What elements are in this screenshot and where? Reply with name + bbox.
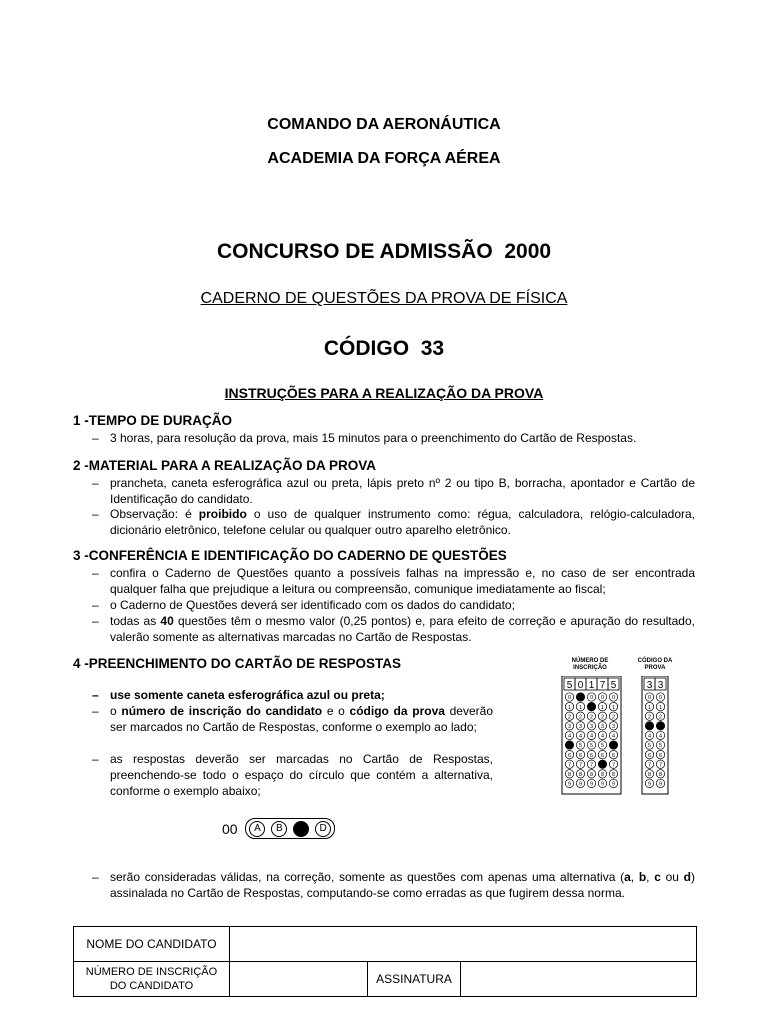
section-3-item-3: – todas as 40 questões têm o mesmo valor (0,25 pontos) e, para efeito de correção e apuração do resultado, valerão somente as alternativas marcadas no Cartão de Respostas. xyxy=(92,614,695,644)
inscricao-grid-bubble-digit: 7 xyxy=(567,762,572,769)
inscricao-grid-bubble-digit: 7 xyxy=(611,762,616,769)
answer-example xyxy=(222,818,335,839)
inscricao-grid-bubble xyxy=(609,741,617,749)
inscricao-grid-bubble-digit: 3 xyxy=(578,724,583,730)
inscricao-grid-bubble-digit: 6 xyxy=(600,752,605,759)
inscricao-grid-bubble-digit: 4 xyxy=(600,733,605,740)
section-4-item-3: – as respostas deverão ser marcadas no Cartão de Respostas, preenchendo-se todo o espaço do círculo que contém a alternativa, conforme o exemplo abaixo; xyxy=(92,752,493,798)
codigo-grid-bubble-digit: 9 xyxy=(658,781,663,788)
inscricao-grid-bubble-digit: 2 xyxy=(567,714,572,721)
inscricao-grid-bubble-digit: 4 xyxy=(578,733,583,740)
instructions-title: INSTRUÇÕES PARA A REALIZAÇÃO DA PROVA xyxy=(224,385,544,401)
inscricao-grid-bubble xyxy=(598,760,606,768)
inscricao-grid-bubble-digit: 9 xyxy=(589,781,594,788)
codigo-grid-bubble-digit: 2 xyxy=(647,714,652,721)
assinatura-label: ASSINATURA xyxy=(368,962,461,997)
example-option-c-marked: C xyxy=(293,821,309,837)
inscricao-grid-bubble xyxy=(565,741,573,749)
inscricao-grid-bubble-digit: 6 xyxy=(589,752,594,759)
inscricao-grid-bubble-digit: 2 xyxy=(578,714,583,721)
page-title: CONCURSO DE ADMISSÃO 2000 xyxy=(216,240,552,263)
inscricao-grid-bubble-digit: 6 xyxy=(578,752,583,759)
section-1-title: 1 -TEMPO DE DURAÇÃO xyxy=(73,413,233,428)
inscricao-grid-digit: 1 xyxy=(588,680,595,691)
candidate-form xyxy=(73,926,697,997)
inscricao-grid-bubble-digit: 7 xyxy=(578,762,583,769)
nome-label: NOME DO CANDIDATO xyxy=(74,927,230,962)
inscricao-grid-digit: 5 xyxy=(610,680,617,691)
section-4-title: 4 -PREENCHIMENTO DO CARTÃO DE RESPOSTAS xyxy=(73,656,402,671)
inscricao-grid-bubble-digit: 0 xyxy=(567,695,572,702)
codigo-grid-digit: 3 xyxy=(657,680,664,691)
section-2-title: 2 -MATERIAL PARA A REALIZAÇÃO DA PROVA xyxy=(73,458,376,473)
codigo-grid-bubble-digit: 8 xyxy=(647,772,652,778)
codigo-grid-label: CÓDIGO DA PROVA xyxy=(637,658,673,671)
inscricao-grid-bubble-digit: 5 xyxy=(578,743,583,750)
example-option-b: B xyxy=(271,821,287,837)
header-line-2: ACADEMIA DA FORÇA AÉREA xyxy=(267,150,501,167)
inscricao-grid-bubble-digit: 9 xyxy=(578,781,583,788)
inscricao-grid-bubble-digit: 9 xyxy=(611,781,616,788)
inscricao-grid-bubble-digit: 8 xyxy=(578,772,583,778)
codigo-grid-bubble-digit: 0 xyxy=(647,695,652,702)
inscricao-grid-bubble-digit: 9 xyxy=(567,781,572,788)
page-subtitle: CADERNO DE QUESTÕES DA PROVA DE FÍSICA xyxy=(200,290,568,307)
inscricao-field[interactable] xyxy=(230,962,368,997)
inscricao-grid-bubble-digit: 7 xyxy=(589,762,594,769)
section-2-item-2: – Observação: é proibido o uso de qualquer instrumento como: régua, calculadora, relógio-calculadora, dicionário eletrônico, telefone celular ou qualquer outro aparelho eletrônico. xyxy=(92,507,695,537)
inscricao-grid-bubble-digit: 6 xyxy=(567,752,572,759)
codigo-grid-bubble-digit: 0 xyxy=(658,695,663,702)
inscricao-label: NÚMERO DE INSCRIÇÃO DO CANDIDATO xyxy=(74,962,230,997)
answer-grid-bubbles xyxy=(556,676,704,796)
codigo-grid-digit: 3 xyxy=(646,680,653,691)
inscricao-grid-bubble-digit: 2 xyxy=(611,714,616,721)
section-1-item: – 3 horas, para resolução da prova, mais 15 minutos para o preenchimento do Cartão de Respostas. xyxy=(92,431,637,445)
section-4-item-4: – serão consideradas válidas, na correção, somente as questões com apenas uma alternativa (a, b, c ou d) assinalada no Cartão de Respostas, computando-se como erradas as que fugirem dessa norma. xyxy=(92,870,696,900)
inscricao-grid-bubble-digit: 4 xyxy=(567,733,572,740)
inscricao-grid-bubble-digit: 2 xyxy=(589,714,594,721)
inscricao-grid-digit: 0 xyxy=(577,680,584,691)
inscricao-grid-bubble-digit: 0 xyxy=(600,695,605,702)
codigo-grid-bubble-digit: 6 xyxy=(647,752,652,759)
inscricao-grid-bubble-digit: 5 xyxy=(589,743,594,750)
inscricao-grid-label: NÚMERO DE INSCRIÇÃO xyxy=(571,658,609,671)
section-3-item-1: – confira o Caderno de Questões quanto a possíveis falhas na impressão e, no caso de ser encontrada qualquer falha que prejudique a leitura ou compreensão, comunique imediatamente ao fiscal; xyxy=(92,566,695,596)
section-3-item-2: – o Caderno de Questões deverá ser identificado com os dados do candidato; xyxy=(92,598,515,612)
assinatura-field[interactable] xyxy=(461,962,697,997)
inscricao-grid-bubble-digit: 3 xyxy=(611,724,616,730)
section-4-item-2: – o número de inscrição do candidato e o código da prova deverão ser marcados no Cartão de Respostas, conforme o exemplo ao lado; xyxy=(92,704,493,734)
inscricao-grid-bubble-digit: 6 xyxy=(611,752,616,759)
inscricao-grid-bubble-digit: 3 xyxy=(600,724,605,730)
nome-field[interactable] xyxy=(230,927,697,962)
inscricao-grid-bubble-digit: 1 xyxy=(578,704,583,711)
inscricao-grid-bubble-digit: 3 xyxy=(567,724,572,730)
codigo-grid-bubble-digit: 1 xyxy=(658,704,663,711)
answer-card-example xyxy=(556,658,704,796)
codigo-grid-bubble xyxy=(656,722,664,730)
codigo-grid-bubble-digit: 4 xyxy=(647,733,652,740)
inscricao-grid-bubble xyxy=(576,693,584,701)
example-question-number: 00 xyxy=(222,820,238,837)
codigo-grid-bubble-digit: 8 xyxy=(658,772,663,778)
codigo-grid-bubble-digit: 7 xyxy=(658,762,663,769)
inscricao-grid-bubble-digit: 9 xyxy=(600,781,605,788)
section-4-item-1: – use somente caneta esferográfica azul ou preta; xyxy=(92,688,385,702)
codigo-grid-bubble xyxy=(645,722,653,730)
example-option-a: A xyxy=(249,821,265,837)
exam-code: CÓDIGO 33 xyxy=(323,337,445,360)
inscricao-grid-bubble-digit: 8 xyxy=(567,772,572,778)
inscricao-grid-bubble-digit: 1 xyxy=(600,704,605,711)
inscricao-grid-bubble-digit: 4 xyxy=(589,733,594,740)
inscricao-grid-bubble xyxy=(587,702,595,710)
codigo-grid-bubble-digit: 7 xyxy=(647,762,652,769)
header-line-1: COMANDO DA AERONÁUTICA xyxy=(267,116,501,133)
inscricao-grid-bubble-digit: 2 xyxy=(600,714,605,721)
inscricao-grid-bubble-digit: 5 xyxy=(600,743,605,750)
codigo-grid-bubble-digit: 5 xyxy=(658,743,663,750)
codigo-grid-bubble-digit: 2 xyxy=(658,714,663,721)
inscricao-grid-bubble-digit: 8 xyxy=(600,772,605,778)
inscricao-grid-bubble-digit: 1 xyxy=(567,704,572,711)
codigo-grid-bubble-digit: 1 xyxy=(647,704,652,711)
codigo-grid-bubble-digit: 6 xyxy=(658,752,663,759)
codigo-grid-bubble-digit: 9 xyxy=(647,781,652,788)
example-option-d: D xyxy=(315,821,331,837)
inscricao-grid-bubble-digit: 8 xyxy=(589,772,594,778)
section-3-title: 3 -CONFERÊNCIA E IDENTIFICAÇÃO DO CADERNO DE QUESTÕES xyxy=(73,548,507,563)
inscricao-grid-bubble-digit: 0 xyxy=(589,695,594,702)
inscricao-grid-bubble-digit: 3 xyxy=(589,724,594,730)
inscricao-grid-digit: 7 xyxy=(599,680,606,691)
example-options xyxy=(245,818,335,839)
section-2-item-1: – prancheta, caneta esferográfica azul ou preta, lápis preto nº 2 ou tipo B, borracha, apontador e Cartão de Identificação do candidato. xyxy=(92,476,695,506)
inscricao-grid-bubble-digit: 0 xyxy=(611,695,616,702)
inscricao-grid-bubble-digit: 8 xyxy=(611,772,616,778)
codigo-grid-bubble-digit: 5 xyxy=(647,743,652,750)
inscricao-grid-bubble-digit: 4 xyxy=(611,733,616,740)
codigo-grid-bubble-digit: 4 xyxy=(658,733,663,740)
inscricao-grid-digit: 5 xyxy=(566,680,573,691)
inscricao-grid-bubble-digit: 1 xyxy=(611,704,616,711)
